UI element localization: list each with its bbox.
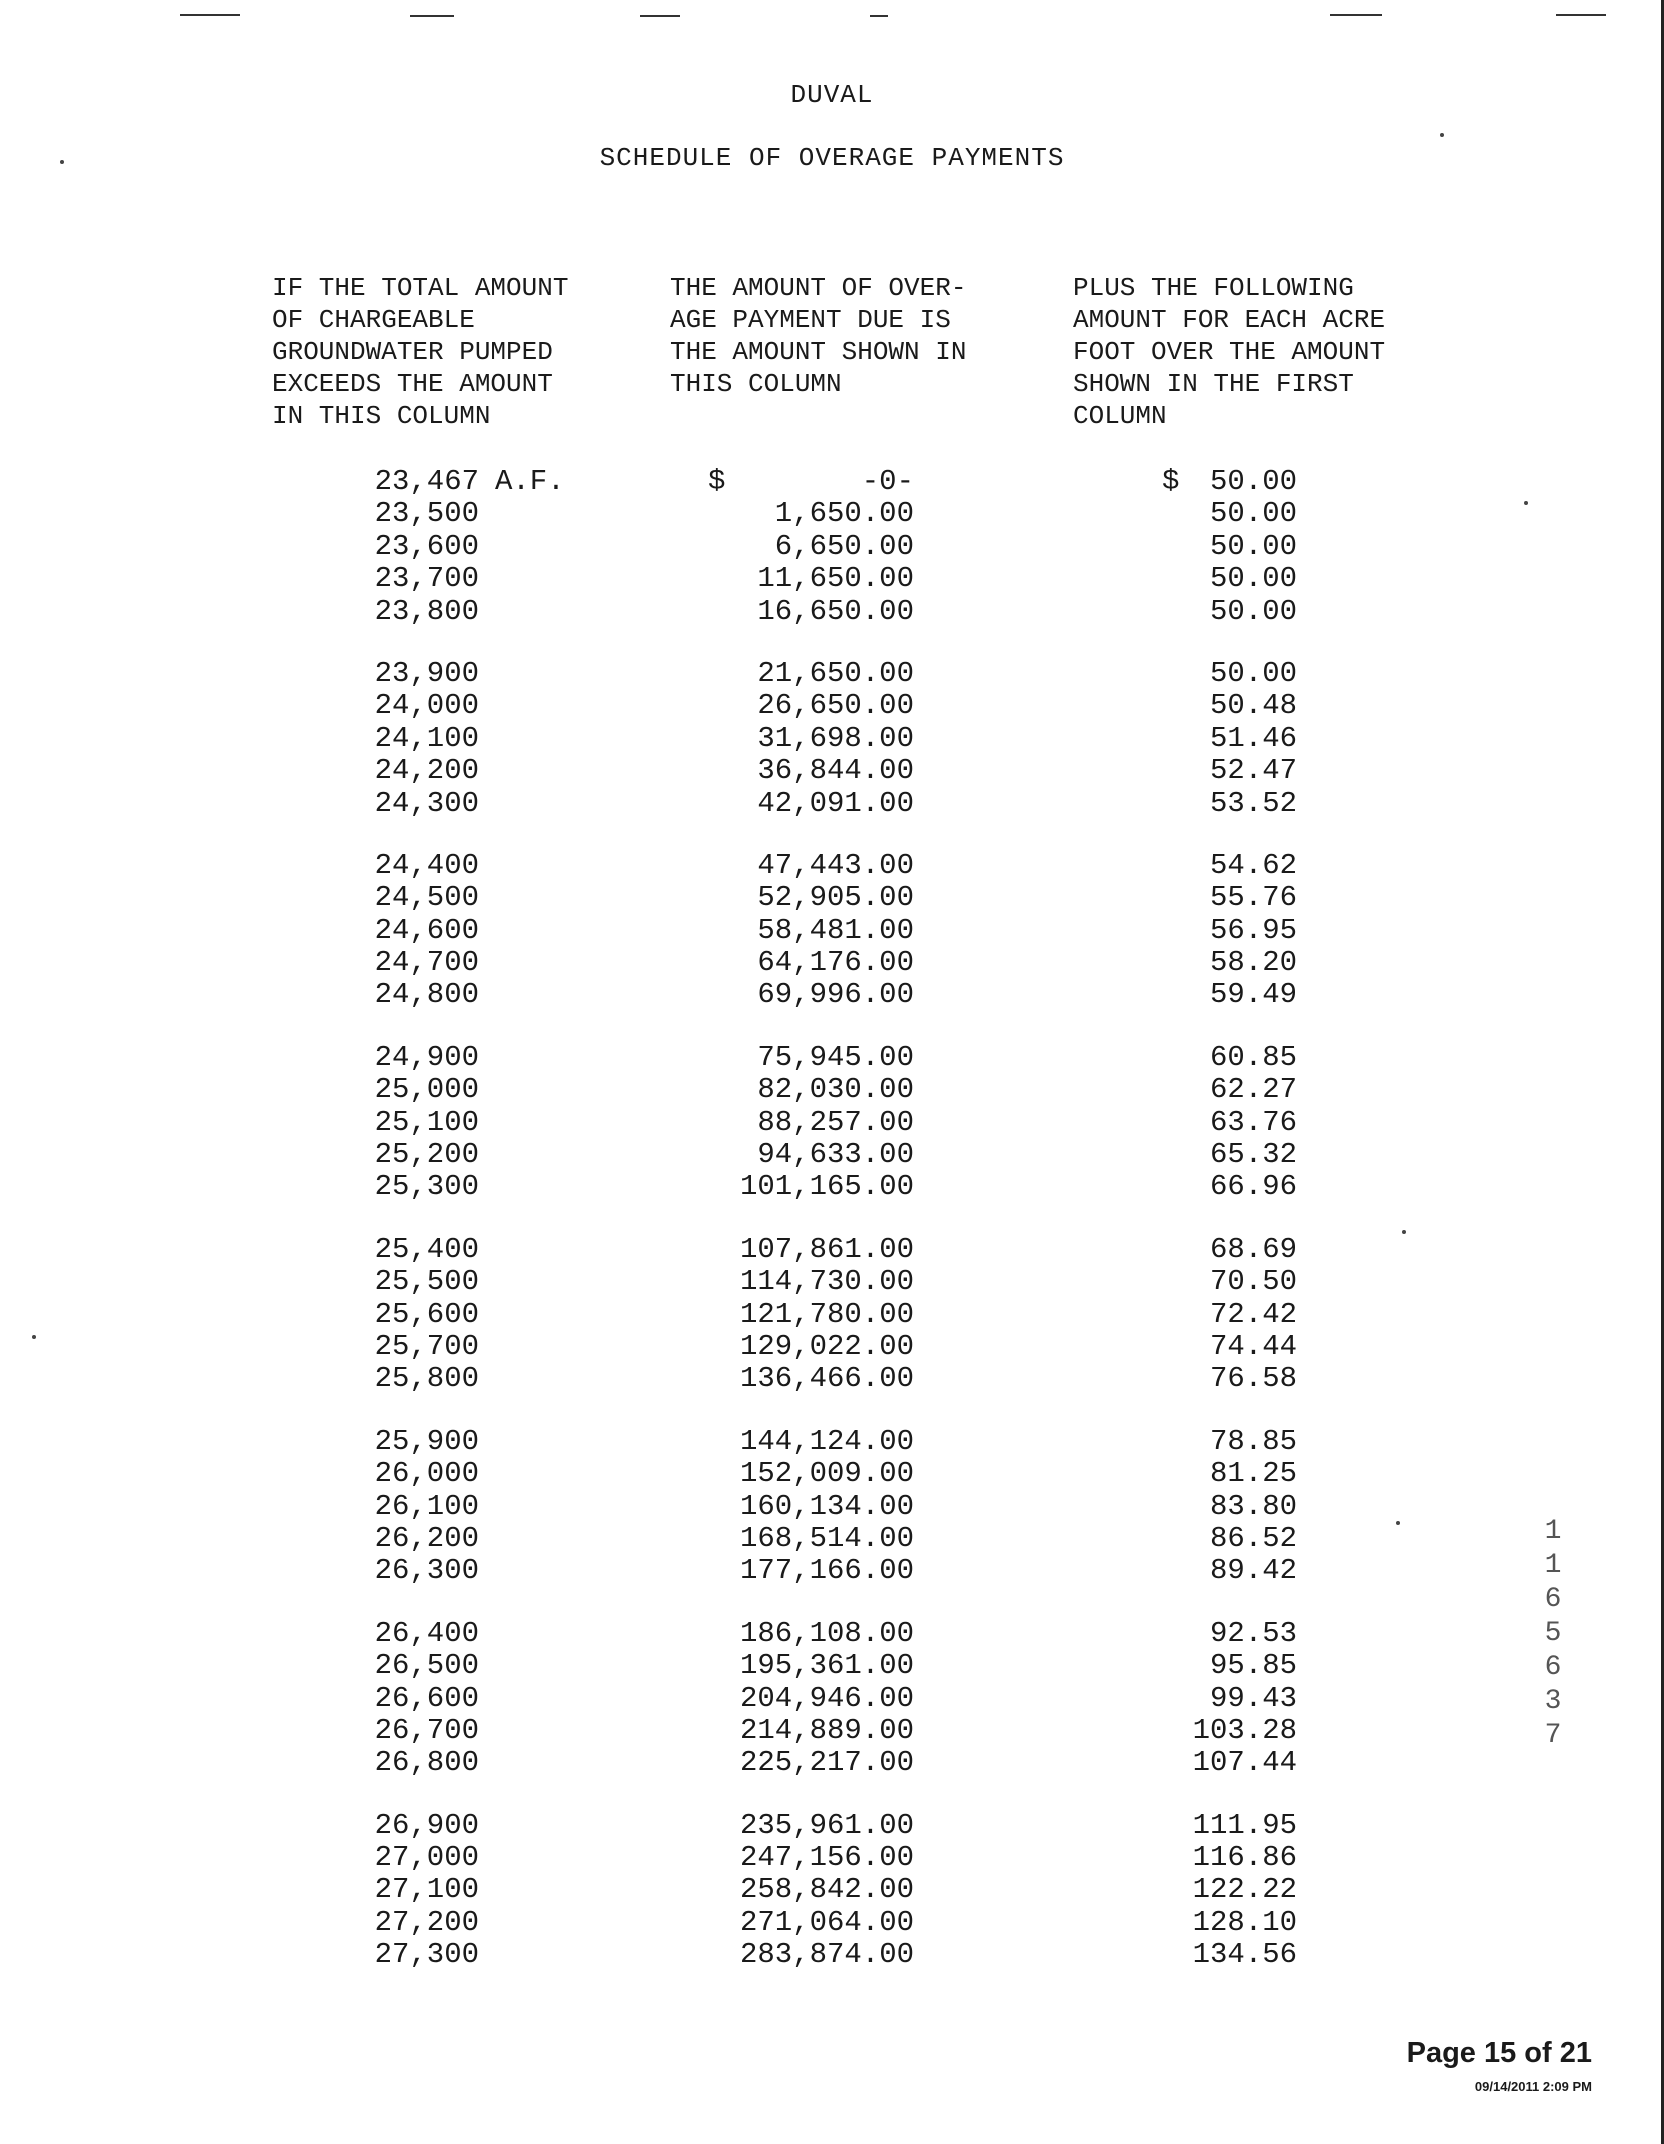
payment-cell: 58,481.00 (757, 913, 914, 947)
row-group (0, 1810, 1664, 1972)
table-row (0, 1458, 1664, 1490)
table-row (0, 498, 1664, 530)
threshold-cell: 25,400 (374, 1232, 479, 1266)
threshold-cell: 23,467 (374, 465, 479, 498)
scan-mark (180, 14, 240, 16)
table-row (0, 1171, 1664, 1203)
rate-cell: 50.00 (1209, 529, 1297, 563)
threshold-cell: 24,100 (374, 721, 479, 755)
stamp-digit: 3 (1544, 1686, 1562, 1717)
payment-cell: 177,166.00 (739, 1554, 914, 1588)
payment-cell: 82,030.00 (757, 1073, 914, 1107)
rate-cell: 50.00 (1209, 497, 1297, 531)
rate-cell: 62.27 (1209, 1073, 1297, 1107)
table-row (0, 979, 1664, 1011)
threshold-cell: 25,500 (374, 1265, 479, 1299)
table-row (0, 850, 1664, 882)
threshold-cell: 26,800 (374, 1746, 479, 1780)
rate-cell: 68.69 (1209, 1232, 1297, 1266)
table-row (0, 466, 1664, 498)
rate-cell: 92.53 (1209, 1616, 1297, 1650)
threshold-cell: 26,100 (374, 1489, 479, 1523)
scan-mark (1330, 14, 1382, 16)
scan-speck (1440, 133, 1444, 137)
payment-cell: 42,091.00 (757, 786, 914, 820)
rate-cell: 60.85 (1209, 1040, 1297, 1074)
threshold-cell: 23,500 (374, 497, 479, 531)
table-row (0, 1426, 1664, 1458)
rate-cell: 70.50 (1209, 1265, 1297, 1299)
unit-cell: A.F. (495, 465, 565, 498)
scan-mark (640, 15, 680, 17)
page-number: Page 15 of 21 (1406, 2037, 1592, 2069)
currency-sign: $ (1162, 465, 1180, 498)
table-row (0, 658, 1664, 690)
rate-cell: 116.86 (1192, 1841, 1297, 1875)
row-group (0, 1426, 1664, 1588)
threshold-cell: 24,600 (374, 913, 479, 947)
row-group (0, 1042, 1664, 1204)
document-subtitle: SCHEDULE OF OVERAGE PAYMENTS (599, 143, 1065, 173)
threshold-cell: 24,700 (374, 946, 479, 980)
threshold-cell: 25,900 (374, 1424, 479, 1458)
threshold-cell: 27,100 (374, 1873, 479, 1907)
table-row (0, 1523, 1664, 1555)
rate-cell: 83.80 (1209, 1489, 1297, 1523)
payment-cell: 152,009.00 (739, 1457, 914, 1491)
threshold-cell: 24,400 (374, 848, 479, 882)
table-row (0, 531, 1664, 563)
rate-cell: 95.85 (1209, 1649, 1297, 1683)
rate-cell: 107.44 (1192, 1746, 1297, 1780)
threshold-cell: 25,100 (374, 1105, 479, 1139)
payment-cell: 1,650.00 (774, 497, 914, 531)
payment-cell: 195,361.00 (739, 1649, 914, 1683)
rate-cell: 74.44 (1209, 1329, 1297, 1363)
table-row (0, 947, 1664, 979)
threshold-cell: 25,300 (374, 1170, 479, 1204)
rate-cell: 81.25 (1209, 1457, 1297, 1491)
scan-mark (870, 15, 888, 17)
table-row (0, 1266, 1664, 1298)
threshold-cell: 24,800 (374, 978, 479, 1012)
column-header-threshold: IF THE TOTAL AMOUNT OF CHARGEABLE GROUNDWATER PUMPED EXCEEDS THE AMOUNT IN THIS COLUMN (272, 273, 569, 431)
threshold-cell: 25,000 (374, 1073, 479, 1107)
payment-cell: 271,064.00 (739, 1905, 914, 1939)
table-row (0, 788, 1664, 820)
column-header-payment: THE AMOUNT OF OVER- AGE PAYMENT DUE IS THE AMOUNT SHOWN IN THIS COLUMN (670, 273, 967, 399)
rate-cell: 65.32 (1209, 1138, 1297, 1172)
document-title: DUVAL (790, 80, 874, 110)
row-group (0, 1618, 1664, 1780)
threshold-cell: 26,000 (374, 1457, 479, 1491)
threshold-cell: 25,200 (374, 1138, 479, 1172)
payment-cell: 11,650.00 (757, 562, 914, 596)
rate-cell: 63.76 (1209, 1105, 1297, 1139)
column-header-rate: PLUS THE FOLLOWING AMOUNT FOR EACH ACRE FOOT OVER THE AMOUNT SHOWN IN THE FIRST COLUMN (1073, 273, 1386, 431)
row-group (0, 466, 1664, 628)
table-row (0, 1331, 1664, 1363)
payment-cell: 144,124.00 (739, 1424, 914, 1458)
table-row (0, 1555, 1664, 1587)
payment-cell: 64,176.00 (757, 946, 914, 980)
payment-cell: 121,780.00 (739, 1297, 914, 1331)
table-row (0, 1491, 1664, 1523)
table-row (0, 1234, 1664, 1266)
threshold-cell: 24,900 (374, 1040, 479, 1074)
threshold-cell: 27,000 (374, 1841, 479, 1875)
table-row (0, 1842, 1664, 1874)
document-number-stamp (1538, 1515, 1568, 1753)
threshold-cell: 27,200 (374, 1905, 479, 1939)
rate-cell: 50.00 (1209, 465, 1297, 498)
threshold-cell: 26,600 (374, 1681, 479, 1715)
payment-cell: 69,996.00 (757, 978, 914, 1012)
currency-sign: $ (708, 465, 726, 498)
table-row (0, 882, 1664, 914)
rate-cell: 51.46 (1209, 721, 1297, 755)
table-row (0, 1363, 1664, 1395)
payment-cell: 129,022.00 (739, 1329, 914, 1363)
payment-cell: 214,889.00 (739, 1713, 914, 1747)
payment-cell: 160,134.00 (739, 1489, 914, 1523)
rate-cell: 134.56 (1192, 1938, 1297, 1972)
threshold-cell: 26,500 (374, 1649, 479, 1683)
scan-mark (410, 15, 454, 17)
table-row (0, 915, 1664, 947)
rate-cell: 55.76 (1209, 881, 1297, 915)
rate-cell: 50.00 (1209, 656, 1297, 690)
table-row (0, 1650, 1664, 1682)
table-row (0, 1874, 1664, 1906)
payment-cell: -0- (861, 465, 914, 498)
table-row (0, 1683, 1664, 1715)
overage-schedule-table (0, 466, 1664, 2002)
rate-cell: 56.95 (1209, 913, 1297, 947)
rate-cell: 103.28 (1192, 1713, 1297, 1747)
payment-cell: 186,108.00 (739, 1616, 914, 1650)
print-timestamp: 09/14/2011 2:09 PM (1474, 2079, 1592, 2094)
payment-cell: 283,874.00 (739, 1938, 914, 1972)
threshold-cell: 26,700 (374, 1713, 479, 1747)
threshold-cell: 23,700 (374, 562, 479, 596)
payment-cell: 258,842.00 (739, 1873, 914, 1907)
table-row (0, 1715, 1664, 1747)
table-row (0, 1139, 1664, 1171)
stamp-digit: 5 (1544, 1618, 1562, 1649)
payment-cell: 21,650.00 (757, 656, 914, 690)
table-row (0, 690, 1664, 722)
payment-cell: 225,217.00 (739, 1746, 914, 1780)
threshold-cell: 24,000 (374, 689, 479, 723)
threshold-cell: 23,800 (374, 594, 479, 628)
threshold-cell: 23,900 (374, 656, 479, 690)
threshold-cell: 24,500 (374, 881, 479, 915)
payment-cell: 168,514.00 (739, 1521, 914, 1555)
threshold-cell: 23,600 (374, 529, 479, 563)
threshold-cell: 25,700 (374, 1329, 479, 1363)
rate-cell: 54.62 (1209, 848, 1297, 882)
payment-cell: 31,698.00 (757, 721, 914, 755)
rate-cell: 89.42 (1209, 1554, 1297, 1588)
rate-cell: 52.47 (1209, 754, 1297, 788)
payment-cell: 94,633.00 (757, 1138, 914, 1172)
rate-cell: 99.43 (1209, 1681, 1297, 1715)
table-row (0, 596, 1664, 628)
stamp-digit: 6 (1544, 1584, 1562, 1615)
table-row (0, 1747, 1664, 1779)
rate-cell: 128.10 (1192, 1905, 1297, 1939)
rate-cell: 86.52 (1209, 1521, 1297, 1555)
rate-cell: 50.00 (1209, 562, 1297, 596)
payment-cell: 36,844.00 (757, 754, 914, 788)
rate-cell: 76.58 (1209, 1362, 1297, 1396)
rate-cell: 78.85 (1209, 1424, 1297, 1458)
threshold-cell: 26,900 (374, 1808, 479, 1842)
payment-cell: 88,257.00 (757, 1105, 914, 1139)
payment-cell: 107,861.00 (739, 1232, 914, 1266)
payment-cell: 235,961.00 (739, 1808, 914, 1842)
table-row (0, 1042, 1664, 1074)
rate-cell: 111.95 (1192, 1808, 1297, 1842)
table-row (0, 1107, 1664, 1139)
payment-cell: 16,650.00 (757, 594, 914, 628)
stamp-digit: 6 (1544, 1652, 1562, 1683)
payment-cell: 6,650.00 (774, 529, 914, 563)
threshold-cell: 25,600 (374, 1297, 479, 1331)
rate-cell: 72.42 (1209, 1297, 1297, 1331)
threshold-cell: 27,300 (374, 1938, 479, 1972)
table-row (0, 1074, 1664, 1106)
table-row (0, 1907, 1664, 1939)
table-row (0, 1939, 1664, 1971)
threshold-cell: 25,800 (374, 1362, 479, 1396)
rate-cell: 50.00 (1209, 594, 1297, 628)
payment-cell: 204,946.00 (739, 1681, 914, 1715)
payment-cell: 26,650.00 (757, 689, 914, 723)
table-row (0, 1810, 1664, 1842)
row-group (0, 850, 1664, 1012)
rate-cell: 122.22 (1192, 1873, 1297, 1907)
table-row (0, 1618, 1664, 1650)
threshold-cell: 24,300 (374, 786, 479, 820)
payment-cell: 75,945.00 (757, 1040, 914, 1074)
threshold-cell: 26,200 (374, 1521, 479, 1555)
stamp-digit: 1 (1544, 1516, 1562, 1547)
payment-cell: 52,905.00 (757, 881, 914, 915)
table-row (0, 723, 1664, 755)
row-group (0, 1234, 1664, 1396)
rate-cell: 66.96 (1209, 1170, 1297, 1204)
threshold-cell: 26,400 (374, 1616, 479, 1650)
row-group (0, 658, 1664, 820)
payment-cell: 247,156.00 (739, 1841, 914, 1875)
rate-cell: 50.48 (1209, 689, 1297, 723)
table-row (0, 755, 1664, 787)
table-row (0, 1299, 1664, 1331)
stamp-digit: 1 (1544, 1550, 1562, 1581)
rate-cell: 53.52 (1209, 786, 1297, 820)
payment-cell: 114,730.00 (739, 1265, 914, 1299)
payment-cell: 101,165.00 (739, 1170, 914, 1204)
stamp-digit: 7 (1544, 1720, 1562, 1751)
rate-cell: 59.49 (1209, 978, 1297, 1012)
payment-cell: 136,466.00 (739, 1362, 914, 1396)
table-row (0, 563, 1664, 595)
threshold-cell: 24,200 (374, 754, 479, 788)
scan-mark (1556, 14, 1606, 16)
payment-cell: 47,443.00 (757, 848, 914, 882)
threshold-cell: 26,300 (374, 1554, 479, 1588)
rate-cell: 58.20 (1209, 946, 1297, 980)
